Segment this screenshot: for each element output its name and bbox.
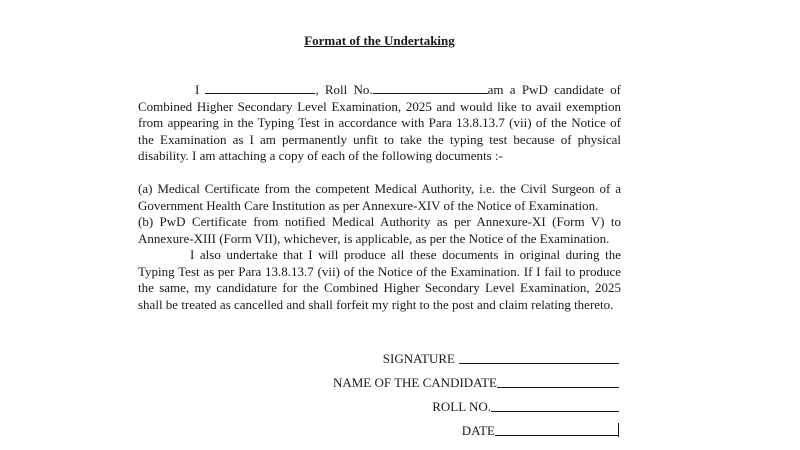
roll-number-row [333,391,619,415]
signature-row [333,343,619,367]
name-blank[interactable] [205,82,315,94]
declaration-prefix: I [195,82,200,97]
candidate-name-label: NAME OF THE CANDIDATE [332,375,497,390]
candidate-name-row [333,367,619,391]
date-label: DATE [461,423,495,438]
undertaking-text: I also undertake that I will produce all these documents in original during the Typing Test as per Para 13.8.13.7 (vii) of the Notice of the Examination. If I fail to produce the same, my candidature for the Combined Higher Secondary Level Examination, 2025 shall be treated as cancelled and shall forfeit my right to the post and claim relating thereto. [138,247,621,312]
declaration-body: Combined Higher Secondary Level Examination, 2025 and would like to avail exemption from appearing in the Typing Test in accordance with Para 13.8.13.7 (vii) of the Notice of the Examination as I am permanently unfit to take the typing test because of physical disability. I am attaching a copy of each of the following documents :- [138,98,621,163]
text-cursor [618,423,619,437]
signature-field[interactable] [459,351,619,364]
declaration-paragraph [138,82,621,165]
document-item-a: (a) Medical Certificate from the competent Medical Authority, i.e. the Civil Surgeon of a Government Health Care Institution as per Annexure-XIV of the Notice of Examination. [138,181,621,213]
candidate-name-field[interactable] [497,375,619,388]
roll-number-field[interactable] [491,399,619,412]
roll-number-label: , Roll No. [315,82,373,97]
roll-number-field-label: ROLL NO. [432,399,491,414]
declaration-line1-rest: am a PwD candidate of [487,82,621,97]
undertaking-paragraph [138,247,621,313]
date-field[interactable] [495,423,619,436]
signature-block [333,343,619,439]
document-title: Format of the Undertaking [304,33,455,48]
document-item-b: (b) PwD Certificate from notified Medical Authority as per Annexure-XI (Form V) to Annexure-XIII (Form VII), whichever, is applicable, as per the Notice of the Examination. [138,214,621,246]
roll-number-blank[interactable] [373,82,488,94]
signature-label: SIGNATURE [382,351,455,366]
date-row [333,415,619,439]
